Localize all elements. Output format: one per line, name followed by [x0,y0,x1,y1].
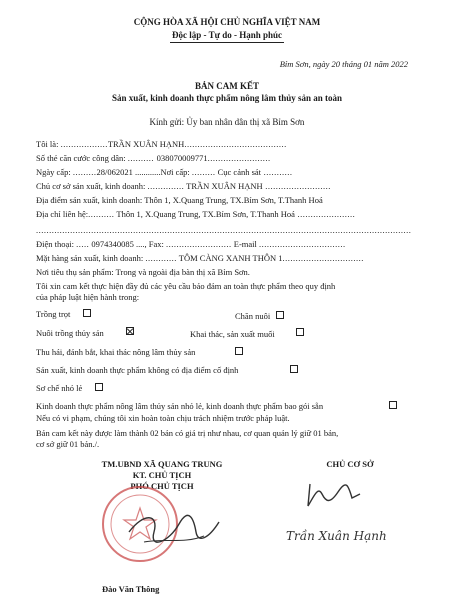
copies-line-1: Bản cam kết này được làm thành 02 bản có giá trị như nhau, cơ quan quản lý giữ 01 bản, [36,428,339,438]
issue-date-value: 28/062021 [96,167,133,177]
document-title: BẢN CAM KẾT [194,81,259,91]
product-dots: ............ [145,253,177,263]
left-role-1: KT. CHỦ TỊCH [132,470,192,480]
commit-line-2: của pháp luật hiện hành trong: [36,292,140,302]
contact-dots-trail: ...................... [294,209,356,219]
option-so-che-label: Sơ chế nhỏ lẻ [36,383,83,393]
option-chan-nuoi-checkbox[interactable] [276,311,284,319]
field-owner [36,182,331,191]
option-thu-hai-checkbox[interactable] [235,347,243,355]
field-phone [36,240,346,249]
copies-line-2: cơ sở giữ 01 bản./. [36,439,100,449]
option-thu-hai-label: Thu hái, đánh bắt, khai thác nông lâm thủy sản [36,347,196,357]
name-dots-trail: ....................................... [184,139,287,149]
biz-address-value: Thôn 1, X.Quang Trung, TX.Bỉm Sơn, T.Thanh Hoá [144,195,323,205]
product-dots-trail: ............................... [282,253,364,263]
issue-date-dots: ......... [72,167,97,177]
phone-value: 0974340085 [89,239,134,249]
motto-underline [170,42,284,43]
place-date: Bỉm Sơn, ngày 20 tháng 01 năm 2022 [279,59,408,69]
field-id [36,154,271,163]
contact-label: Địa chỉ liên hệ: [36,209,89,219]
right-role: CHỦ CƠ SỞ [326,459,374,469]
owner-label: Chủ cơ sở sản xuất, kinh doanh: [36,181,148,191]
violation-statement: Nếu có vi phạm, chúng tôi xin hoàn toàn chịu trách nhiệm trước pháp luật. [36,413,290,423]
option-trong-trot-label: Trồng trọt [36,309,71,319]
fax-dots: ......................... [166,239,232,249]
option-chan-nuoi-label: Chăn nuôi [235,311,271,321]
id-label: Số thẻ căn cước công dân: [36,153,128,163]
issue-place-dots-trail: ........... [261,167,293,177]
id-dots-trail: ........................ [207,153,271,163]
name-label: Tôi là: [36,139,61,149]
issue-place-label: ............Nơi cấp: [132,167,192,177]
field-name [36,140,287,149]
name-dots: .................. [60,139,108,149]
addressee: Kính gửi: Ủy ban nhân dân thị xã Bỉm Sơn [149,117,305,127]
fax-label: ...., Fax: [133,239,167,249]
left-name: Đào Văn Thông [102,584,160,594]
option-khai-thac-label: Khai thác, sản xuất muối [190,329,275,339]
owner-dots-trail: ......................... [262,181,331,191]
option-kinh-doanh-checkbox[interactable] [389,401,397,409]
id-value: 038070009771 [156,153,208,163]
option-khai-thac-checkbox[interactable] [296,328,304,336]
contact-value: Thôn 1, X.Quang Trung, TX.Bỉm Sơn, T.Thanh Hoá [114,209,295,219]
left-org: TM.UBND XÃ QUANG TRUNG [101,459,223,469]
document-subtitle: Sản xuất, kinh doanh thực phẩm nông lâm thủy sản an toàn [112,93,342,103]
owner-dots: .............. [147,181,185,191]
email-dots: ................................. [259,239,346,249]
field-market: Nơi tiêu thụ sản phẩm: Trong và ngoài địa bàn thị xã Bỉm Sơn. [36,267,250,277]
contact-dots: .......... [88,209,115,219]
option-kinh-doanh-label: Kinh doanh thực phẩm nông lâm thủy sản nhỏ lẻ, kinh doanh thực phẩm bao gói sẵn [36,401,324,411]
option-nuoi-trong-checkbox[interactable] [126,327,134,335]
field-issue [36,168,293,177]
field-contact [36,210,355,219]
email-label: E-mail [231,239,260,249]
biz-address-label: Địa điểm sản xuất, kinh doanh: [36,195,145,205]
option-sxkd-label: Sản xuất, kinh doanh thực phẩm không có địa điểm cố định [36,365,239,375]
option-nuoi-trong-label: Nuôi trồng thủy sản [36,328,104,338]
commit-line-1: Tôi xin cam kết thực hiện đầy đủ các yêu cầu bảo đảm an toàn thực phẩm theo quy định [36,281,336,291]
id-dots: .......... [127,153,157,163]
owner-value: TRẦN XUÂN HẠNH [184,181,263,191]
option-sxkd-checkbox[interactable] [290,365,298,373]
product-value: TÔM CÀNG XANH THÔN 1 [176,253,283,263]
blank-line: ............................................................................................................................................... [36,226,412,235]
phone-label: Điện thoại: [36,239,77,249]
right-signature [300,476,370,516]
field-biz-address [36,196,323,205]
name-value: TRẦN XUÂN HẠNH [107,139,185,149]
issue-date-label: Ngày cấp: [36,167,73,177]
motto: Độc lập - Tự do - Hạnh phúc [171,30,282,40]
national-name: CỘNG HÒA XÃ HỘI CHỦ NGHĨA VIỆT NAM [133,17,321,27]
field-product [36,254,364,263]
issue-place-dots: ......... [191,167,216,177]
phone-dots: ..... [76,239,90,249]
right-handwritten-name: Trần Xuân Hạnh [286,529,387,543]
left-role-2: PHÓ CHỦ TỊCH [130,481,194,491]
left-signature [124,502,224,552]
option-so-che-checkbox[interactable] [95,383,103,391]
option-trong-trot-checkbox[interactable] [83,309,91,317]
issue-place-value: Cục cảnh sát [215,167,262,177]
product-label: Mặt hàng sản xuất, kinh doanh: [36,253,146,263]
